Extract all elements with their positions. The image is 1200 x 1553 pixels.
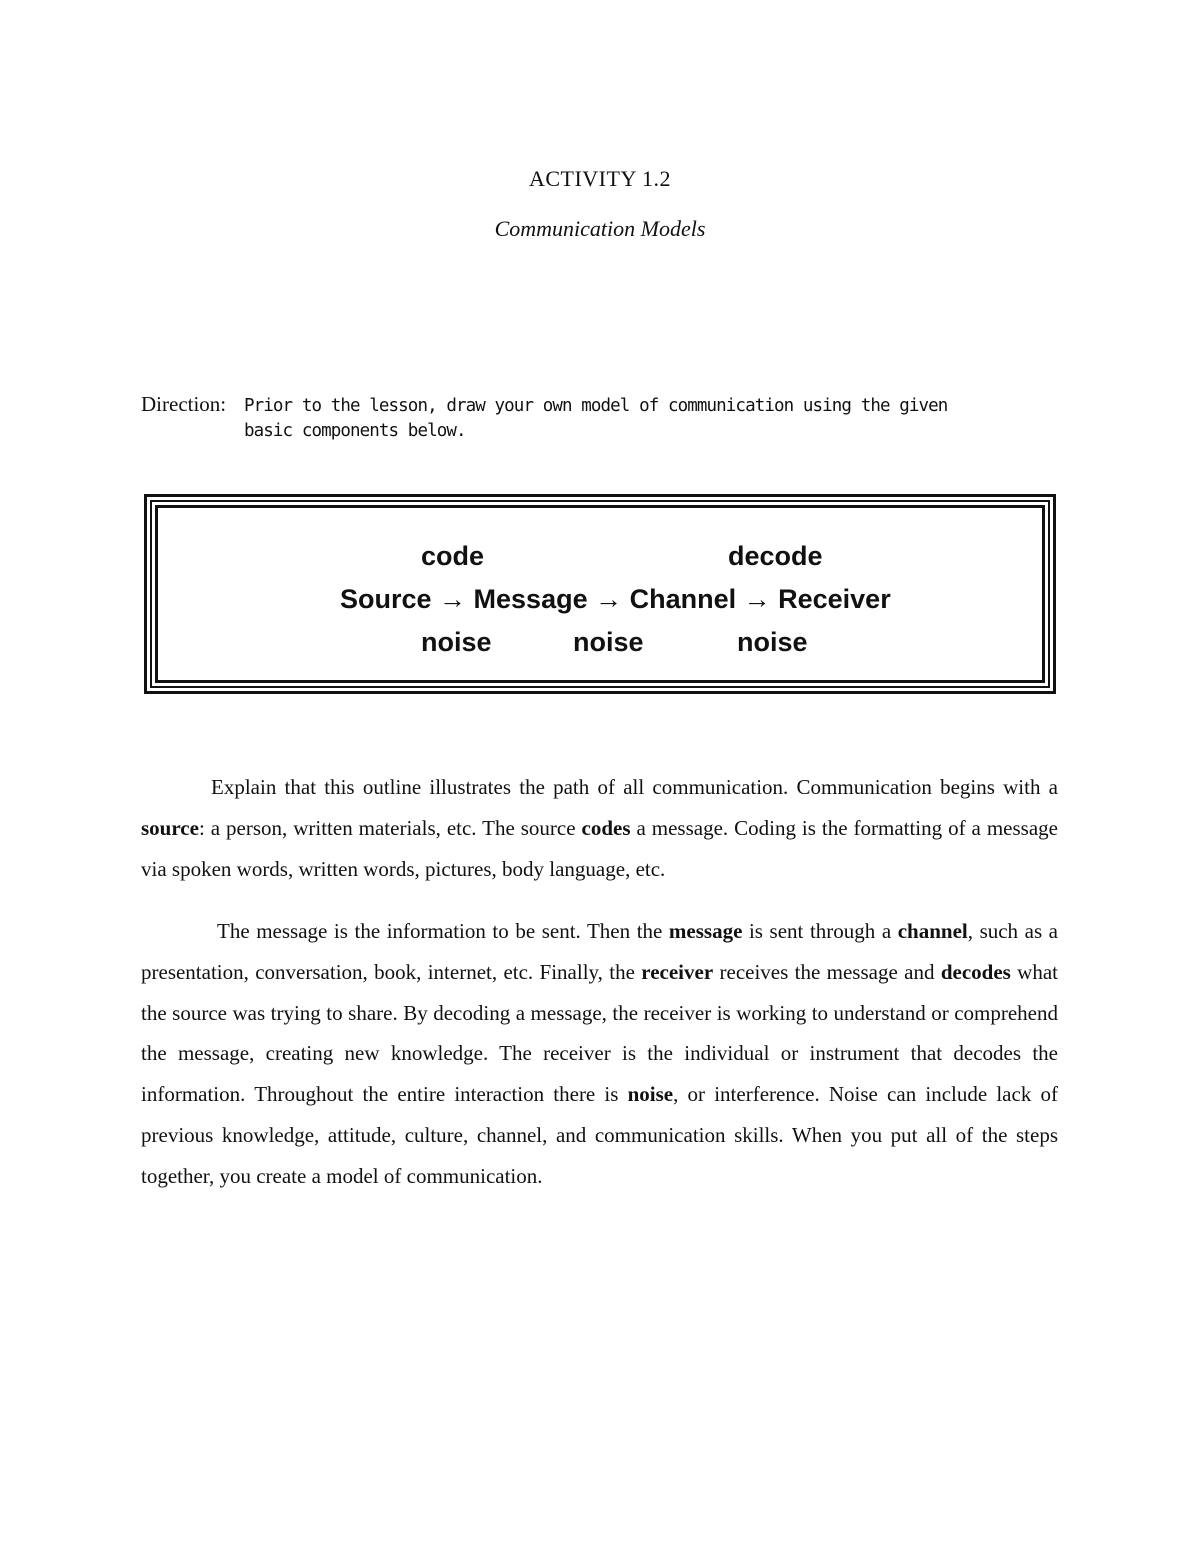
bold-term: source: [141, 815, 199, 840]
direction-text: Prior to the lesson, draw your own model of communication using the given basic components below.: [244, 396, 948, 441]
text-run: Explain that this outline illustrates the path of all communication. Communication begins with a: [211, 775, 1058, 799]
text-run: The message is the information to be sent. Then the: [217, 919, 669, 943]
text-run: a message. Coding is the formatting of a message via spoken words, written words, pictures, body language, etc.: [141, 815, 1058, 881]
text-run: what the source was trying to share. By decoding a message, the receiver is working to understand or comprehend the message, creating new knowledge. The receiver is the individual or instrument that decodes the information. Throughout the entire interaction there is: [141, 959, 1058, 1107]
bold-term: channel: [897, 919, 968, 943]
direction-label: Direction:: [141, 392, 227, 416]
communication-model-box: [144, 494, 1056, 694]
text-run: , such as a presentation, conversation, book, internet, etc. Finally, the: [141, 919, 1059, 984]
bold-term: codes: [581, 815, 631, 840]
model-decode-label: decode: [728, 541, 823, 571]
text-run: is sent through a: [742, 919, 898, 943]
explanation-paragraph-2: [141, 911, 1058, 1197]
bold-term: message: [668, 919, 743, 943]
model-noise-label-2: noise: [573, 627, 644, 657]
text-run: : a person, written materials, etc. The source: [198, 815, 582, 840]
text-run: , or interference. Noise can include lack of previous knowledge, attitude, culture, channel, and communication skills. When you put all of the steps together, you create a model of communication.: [141, 1082, 1058, 1188]
bold-term: noise: [627, 1082, 674, 1107]
text-run: receives the message and: [713, 959, 941, 984]
model-code-label: code: [421, 541, 485, 571]
bold-term: decodes: [940, 959, 1011, 984]
activity-subtitle: Communication Models: [494, 216, 706, 241]
bold-term: receiver: [641, 959, 714, 984]
model-noise-label-1: noise: [421, 627, 492, 657]
model-flow-line: Source → Message → Channel → Receiver: [340, 584, 891, 614]
explanation-paragraph-1: [141, 767, 1058, 889]
model-noise-label-3: noise: [737, 627, 808, 657]
activity-title: ACTIVITY 1.2: [528, 166, 672, 191]
